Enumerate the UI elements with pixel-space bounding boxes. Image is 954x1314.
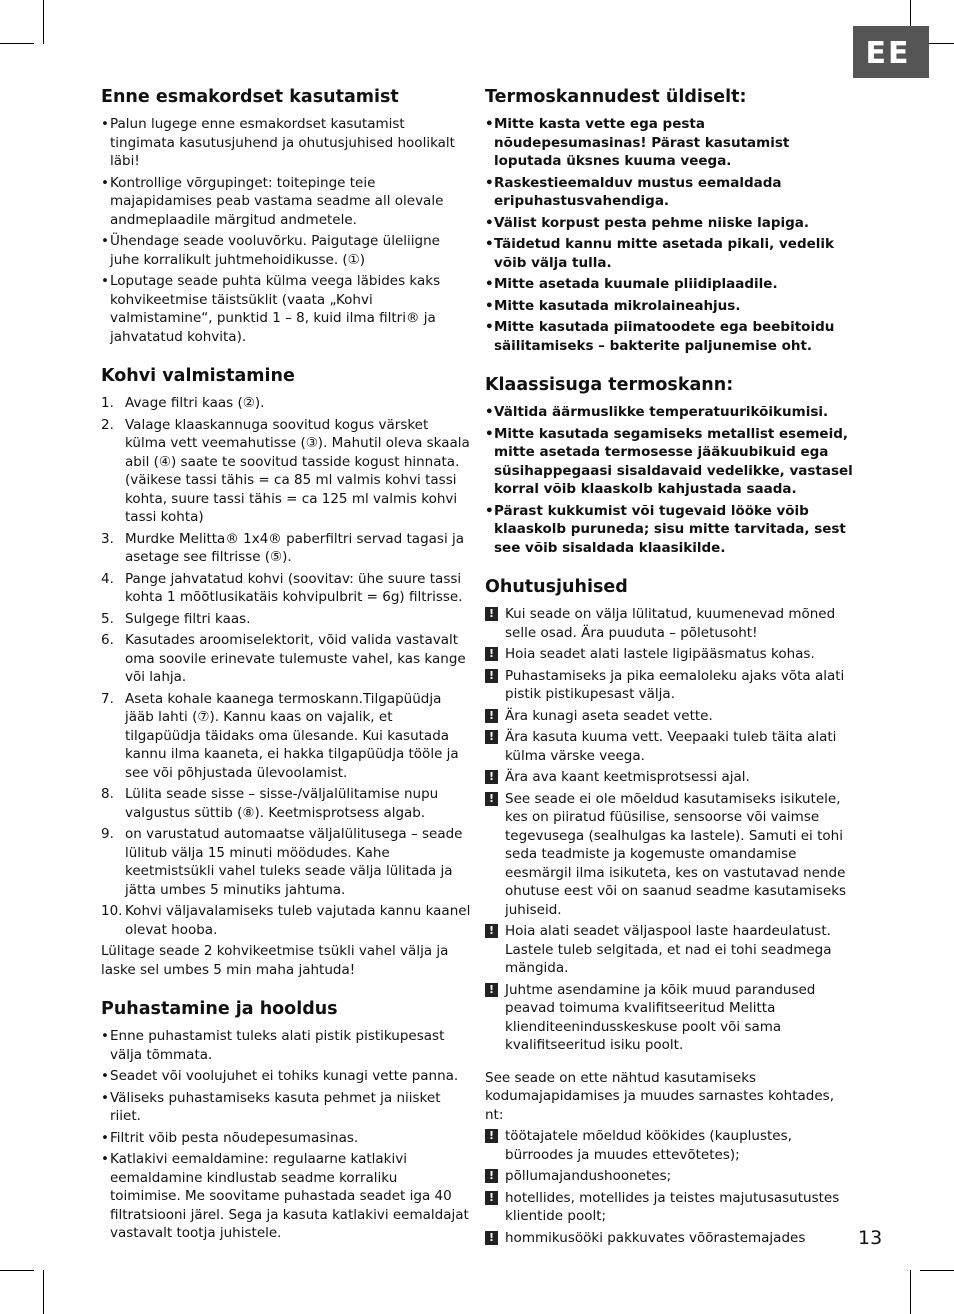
left-column xyxy=(101,86,471,1262)
step-text: Pange jahvatatud kohvi (soovitav: ühe suure tassi kohta 1 mõõtlusikatäis kohvipulbrit = 6g) filtrisse. xyxy=(125,570,463,605)
step-text: Murdke Melitta® 1x4® paberfiltri servad tagasi ja asetage see filtrisse (⑤). xyxy=(125,530,465,565)
crop-mark-tl-v xyxy=(43,0,44,44)
usage-places-list xyxy=(485,1127,853,1247)
list-item xyxy=(485,707,853,726)
list-item xyxy=(101,825,471,899)
step-number: 1. xyxy=(101,395,114,411)
place-text: hommikusööki pakkuvates võõrastemajades xyxy=(505,1229,806,1246)
list-item: • Kontrollige võrgupinget: toitepinge teie majapidamises peab vastama seadme all olevale andmeplaadile märgitud andmetele. xyxy=(101,174,471,230)
list-item xyxy=(485,605,853,642)
right-column xyxy=(485,86,853,1266)
bullet-list xyxy=(485,403,853,557)
list-item: • Ühendage seade vooluvõrku. Paigutage üleliigne juhe korralikult juhtmehoidikusse. (①) xyxy=(101,232,471,269)
warning-icon: ! xyxy=(485,924,498,938)
step-number: 6. xyxy=(101,632,114,648)
step-text: Avage filtri kaas (②). xyxy=(125,395,265,411)
warning-list xyxy=(485,605,853,1055)
step-number: 3. xyxy=(101,530,114,547)
list-item: • Seadet või voolujuhet ei tohiks kunagi vette panna. xyxy=(101,1067,471,1086)
list-item: • Mitte kasutada mikrolaineahjus. xyxy=(485,297,853,316)
place-text: töötajatele mõeldud köökides (kauplustes, bürroodes ja muudes ettevõtetes); xyxy=(505,1128,792,1163)
list-item xyxy=(485,728,853,765)
step-number: 4. xyxy=(101,570,114,587)
list-item xyxy=(101,902,471,939)
warning-icon: ! xyxy=(485,709,498,723)
bullet-list xyxy=(101,1027,471,1243)
warning-icon: ! xyxy=(485,792,498,806)
list-item: • Mitte kasta vette ega pesta nõudepesumasinas! Pärast kasutamist loputada üksnes kuuma veega. xyxy=(485,115,853,171)
step-number: 10. xyxy=(101,903,123,919)
step-text: Aseta kohale kaanega termoskann.Tilgapüüdja jääb lahti (⑦). Kannu kaas on vajalik, et tilgapüüdja täidaks oma ülesande. Kui kasutada kannu ilma kaaneta, ei hakka tilgapüüdja tööle ja see või põhjustada ülevoolamist. xyxy=(125,690,459,781)
list-item: • Väliseks puhastamiseks kasuta pehmet ja niisket riiet. xyxy=(101,1089,471,1126)
section-safety xyxy=(485,576,853,1247)
section-title: Termoskannudest üldiselt: xyxy=(485,87,747,107)
list-item xyxy=(485,1167,853,1186)
list-item xyxy=(101,690,471,783)
list-item: • Enne puhastamist tuleks alati pistik pistikupesast välja tõmmata. xyxy=(101,1027,471,1064)
list-item xyxy=(101,394,471,413)
section-title: Enne esmakordset kasutamist xyxy=(101,87,399,107)
list-item: • Vältida äärmuslikke temperatuurikõikumisi. xyxy=(485,403,853,422)
warning-icon: ! xyxy=(485,1129,498,1143)
section-making-coffee xyxy=(101,365,471,979)
section-thermos-general xyxy=(485,86,853,355)
warning-text: Hoia seadet alati lastele ligipääsmatus kohas. xyxy=(505,646,815,662)
warning-text: Hoia alati seadet väljaspool laste haardeulatust. Lastele tuleb selgitada, et nad ei tohi seadmega mängida. xyxy=(505,923,832,976)
section-title: Ohutusjuhised xyxy=(485,577,628,597)
crop-mark-bl-v xyxy=(43,1270,44,1314)
step-text: Lülita seade sisse – sisse-/väljalülitamise nupu valgustus süttib (⑧). Keetmisprotsess algab. xyxy=(125,786,439,821)
warning-icon: ! xyxy=(485,607,498,621)
step-number: 9. xyxy=(101,826,114,842)
language-code: EE xyxy=(865,35,911,71)
step-text: Sulgege filtri kaas. xyxy=(125,610,251,627)
crop-mark-br-h xyxy=(920,1270,954,1271)
list-item xyxy=(101,530,471,567)
list-item: • Täidetud kannu mitte asetada pikali, vedelik võib välja tulla. xyxy=(485,235,853,272)
list-item xyxy=(101,631,471,687)
section-glass-thermos xyxy=(485,374,853,557)
step-number: 8. xyxy=(101,786,114,802)
step-number: 5. xyxy=(101,610,114,627)
language-tab xyxy=(853,26,929,78)
bullet-list xyxy=(101,115,471,346)
list-item: • Välist korpust pesta pehme niiske lapiga. xyxy=(485,214,853,233)
place-text: põllumajandushoonetes; xyxy=(505,1168,672,1184)
warning-icon: ! xyxy=(485,647,498,661)
list-item: • Filtrit võib pesta nõudepesumasinas. xyxy=(101,1129,471,1148)
warning-text: Juhtme asendamine ja kõik muud parandused peavad toimuma kvalifitseeritud Melitta klienditeenindusskeskuse poolt või sama kvalifitseeritud isiku poolt. xyxy=(505,981,816,1053)
step-text: Kasutades aroomiselektorit, võid valida vastavalt oma soovile erinevate tulemuste vahel, kas kange või lahja. xyxy=(125,632,466,685)
list-item xyxy=(485,667,853,704)
list-item xyxy=(485,1189,853,1226)
warning-icon: ! xyxy=(485,1231,498,1245)
section-cleaning xyxy=(101,998,471,1243)
crop-mark-bl-h xyxy=(0,1270,34,1271)
list-item: • Palun lugege enne esmakordset kasutamist tingimata kasutusjuhend ja ohutusjuhised hoolikalt läbi! xyxy=(101,115,471,171)
list-item xyxy=(101,570,471,607)
step-text: Valage klaaskannuga soovitud kogus värsket külma vett veemahutisse (③). Mahutil oleva skaala abil (④) saate te soovitud tasside kogust hinnata. (väikese tassi tähis = ca 85 ml valmis kohvi tassi kohta, suure tassi tähis = ca 125 ml valmis kohvi tassi kohta) xyxy=(125,416,470,525)
warning-text: Puhastamiseks ja pika eemaloleku ajaks võta alati pistik pistikupesast välja. xyxy=(505,667,845,702)
crop-mark-tr-v xyxy=(910,0,911,26)
section-before-first-use xyxy=(101,86,471,346)
warning-text: Ära ava kaant keetmisprotsessi ajal. xyxy=(505,769,750,785)
page-number: 13 xyxy=(858,1227,883,1249)
warning-text: Kui seade on välja lülitatud, kuumenevad mõned selle osad. Ära puuduta – põletusoht! xyxy=(505,606,836,641)
list-item xyxy=(485,1229,853,1248)
step-number: 2. xyxy=(101,416,114,433)
warning-icon: ! xyxy=(485,770,498,784)
list-item xyxy=(101,785,471,822)
warning-icon: ! xyxy=(485,669,498,683)
list-item xyxy=(485,981,853,1055)
place-text: hotellides, motellides ja teistes majutusasutustes klientide poolt; xyxy=(505,1189,840,1224)
list-item: • Mitte kasutada piimatoodete ega beebitoidu säilitamiseks – bakterite paljunemise oht. xyxy=(485,318,853,355)
list-item xyxy=(101,416,471,527)
section-title: Kohvi valmistamine xyxy=(101,366,295,386)
list-item: • Mitte kasutada segamiseks metallist esemeid, mitte asetada termosesse jääkuubikuid ega süsihappegaasi sisaldavaid vedelikke, vastasel korral võib klaaskolb kahjustada saada. xyxy=(485,425,853,499)
numbered-list xyxy=(101,394,471,939)
warning-icon: ! xyxy=(485,1169,498,1183)
list-item xyxy=(485,1127,853,1164)
warning-icon: ! xyxy=(485,730,498,744)
note-text: Lülitage seade 2 kohvikeetmise tsükli vahel välja ja laske sel umbes 5 min maha jahtuda! xyxy=(101,943,449,978)
list-item xyxy=(101,610,471,629)
warning-icon: ! xyxy=(485,983,498,997)
section-title: Puhastamine ja hooldus xyxy=(101,999,338,1019)
warning-text: See seade ei ole mõeldud kasutamiseks isikutele, kes on piiratud füüsilise, sensoorse või vaimse tegevusega (sealhulgas ka lastele). Samuti ei tohi seda teadmiste ja kogemuste omandamise eesmärgil ilma isikuteta, kes on vastutavad nende ohutuse eest või on saanud seadme kasutamiseks juhiseid. xyxy=(505,790,847,918)
list-item: • Pärast kukkumist või tugevaid lööke võib klaaskolb puruneda; sisu mitte tarvitada, sest see võib sisaldada klaasikilde. xyxy=(485,502,853,558)
step-number: 7. xyxy=(101,690,114,707)
list-item: • Katlakivi eemaldamine: regulaarne katlakivi eemaldamine kindlustab seadme korraliku toimimise. Me soovitame puhastada seadet iga 40 filtratsiooni järel. Sega ja kasuta katlakivi eemaldajat vastavalt tootja juhistele. xyxy=(101,1150,471,1243)
section-title: Klaassisuga termoskann: xyxy=(485,375,734,395)
list-item xyxy=(485,768,853,787)
warning-text: Ära kasuta kuuma vett. Veepaaki tuleb täita alati külma värske veega. xyxy=(505,729,837,764)
usage-intro-text: See seade on ette nähtud kasutamiseks kodumajapidamises ja muudes sarnastes kohtades, nt: xyxy=(485,1069,834,1123)
warning-icon: ! xyxy=(485,1191,498,1205)
crop-mark-tl-h xyxy=(0,43,34,44)
list-item xyxy=(485,922,853,978)
list-item xyxy=(485,645,853,664)
step-text: on varustatud automaatse väljalülitusega – seade lülitub välja 15 minuti möödudes. Kahe keetmistsükli vahel tuleks seade välja lülitada ja jätta umbes 5 minutiks jahtuma. xyxy=(125,826,463,898)
list-item: • Raskestieemalduv mustus eemaldada eripuhastusvahendiga. xyxy=(485,174,853,211)
list-item: • Loputage seade puhta külma veega läbides kaks kohvikeetmise täistsüklit (vaata „Kohvi valmistamine“, punktid 1 – 8, kuid ilma filtri® ja jahvatatud kohvita). xyxy=(101,272,471,346)
list-item xyxy=(485,790,853,920)
step-text: Kohvi väljavalamiseks tuleb vajutada kannu kaanel olevat hooba. xyxy=(125,903,471,938)
bullet-list xyxy=(485,115,853,355)
list-item: • Mitte asetada kuumale pliidiplaadile. xyxy=(485,275,853,294)
warning-text: Ära kunagi aseta seadet vette. xyxy=(505,707,713,724)
crop-mark-br-v xyxy=(910,1270,911,1314)
